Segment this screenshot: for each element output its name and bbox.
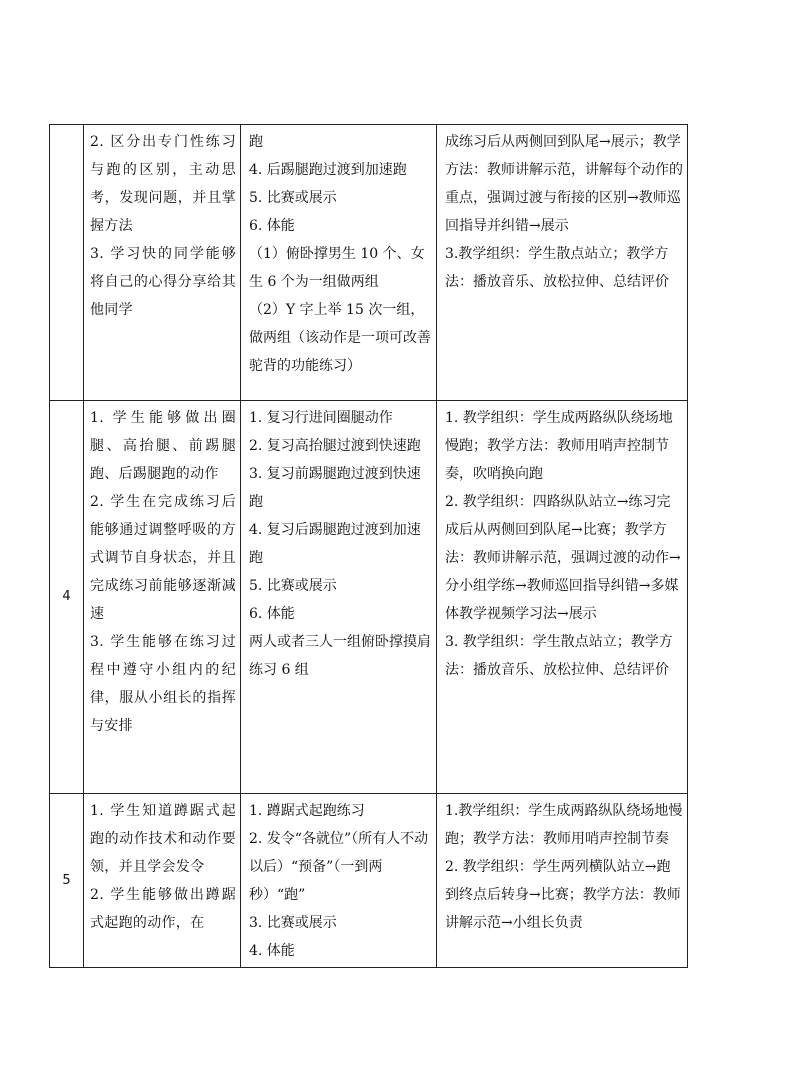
table-row xyxy=(50,794,688,968)
content-item: 3. 复习前踢腿跑过渡到快速跑 xyxy=(249,466,421,510)
table-row xyxy=(50,125,688,401)
content-cell xyxy=(241,794,437,968)
content-item: 6. 体能 xyxy=(249,606,295,622)
content-item: 2. 发令“各就位”（所有人不动以后）“预备”（一到两秒）“跑” xyxy=(249,831,429,903)
objectives-cell xyxy=(84,794,241,968)
content-item: 1. 复习行进间圈腿动作 xyxy=(249,410,393,426)
organization-item: 1. 教学组织：学生成两路纵队绕场地慢跑；教学方法：教师用哨声控制节奏，吹哨换向跑 xyxy=(445,410,673,482)
organization-item: 1.教学组织：学生成两路纵队绕场地慢跑；教学方法：教师用哨声控制节奏 xyxy=(445,803,683,847)
content-item: （2）Y 字上举 15 次一组，做两组（该动作是一项可改善驼背的功能练习） xyxy=(249,302,431,374)
organization-item: 2. 教学组织：学生两列横队站立→跑到终点后转身→比赛；教学方法：教师讲解示范→小组长负责 xyxy=(445,859,681,931)
objective-item: 3. 学生能够在练习过程中遵守小组内的纪律，服从小组长的指挥与安排 xyxy=(90,634,236,734)
content-item: 4. 复习后踢腿跑过渡到加速跑 xyxy=(249,522,421,566)
content-item: 5. 比赛或展示 xyxy=(249,578,337,594)
objective-item: 3. 学习快的同学能够将自己的心得分享给其他同学 xyxy=(90,246,236,318)
content-item: 两人或者三人一组俯卧撑摸肩练习 6 组 xyxy=(249,634,431,678)
content-item: 3. 比赛或展示 xyxy=(249,915,337,931)
objective-item: 2. 学生在完成练习后能够通过调整呼吸的方式调节自身状态，并且完成练习前能够逐渐减速 xyxy=(90,494,236,622)
organization-cell xyxy=(437,401,688,794)
organization-cell xyxy=(437,125,688,401)
content-item: 1. 蹲踞式起跑练习 xyxy=(249,803,365,819)
lesson-number-cell: 5 xyxy=(50,794,84,968)
content-cell xyxy=(241,125,437,401)
objective-item: 2. 学生能够做出蹲踞式起跑的动作，在 xyxy=(90,887,236,931)
content-cell xyxy=(241,401,437,794)
organization-item: 2. 教学组织：四路纵队站立→练习完成后从两侧回到队尾→比赛；教学方法：教师讲解示范，强调过渡的动作→分小组学练→教师巡回指导纠错→多媒体教学视频学习法→展示 xyxy=(445,494,681,622)
lesson-plan-table xyxy=(49,124,688,968)
lesson-number-cell xyxy=(50,125,84,401)
content-item: 4. 体能 xyxy=(249,943,295,959)
objective-item: 1. 学生能够做出圈腿、高抬腿、前踢腿跑、后踢腿跑的动作 xyxy=(90,410,236,482)
content-item: 4. 后踢腿跑过渡到加速跑 xyxy=(249,162,407,178)
objective-item: 2. 区分出专门性练习与跑的区别，主动思考，发现问题，并且掌握方法 xyxy=(90,134,236,234)
content-item: 5. 比赛或展示 xyxy=(249,190,337,206)
content-item: 跑 xyxy=(249,134,263,150)
organization-item: 3. 教学组织：学生散点站立；教学方法：播放音乐、放松拉伸、总结评价 xyxy=(445,634,673,678)
content-item: 6. 体能 xyxy=(249,218,295,234)
objectives-cell xyxy=(84,401,241,794)
organization-item: 3.教学组织：学生散点站立；教学方法：播放音乐、放松拉伸、总结评价 xyxy=(445,246,669,290)
objectives-cell xyxy=(84,125,241,401)
table-row xyxy=(50,401,688,794)
organization-item: 成练习后从两侧回到队尾→展示；教学方法：教师讲解示范，讲解每个动作的重点，强调过渡与衔接的区别→教师巡回指导并纠错→展示 xyxy=(445,134,683,234)
lesson-number-cell: 4 xyxy=(50,401,84,794)
organization-cell xyxy=(437,794,688,968)
content-item: 2. 复习高抬腿过渡到快速跑 xyxy=(249,438,421,454)
content-item: （1）俯卧撑男生 10 个、女生 6 个为一组做两组 xyxy=(249,246,425,290)
objective-item: 1. 学生知道蹲踞式起跑的动作技术和动作要领，并且学会发令 xyxy=(90,803,236,875)
